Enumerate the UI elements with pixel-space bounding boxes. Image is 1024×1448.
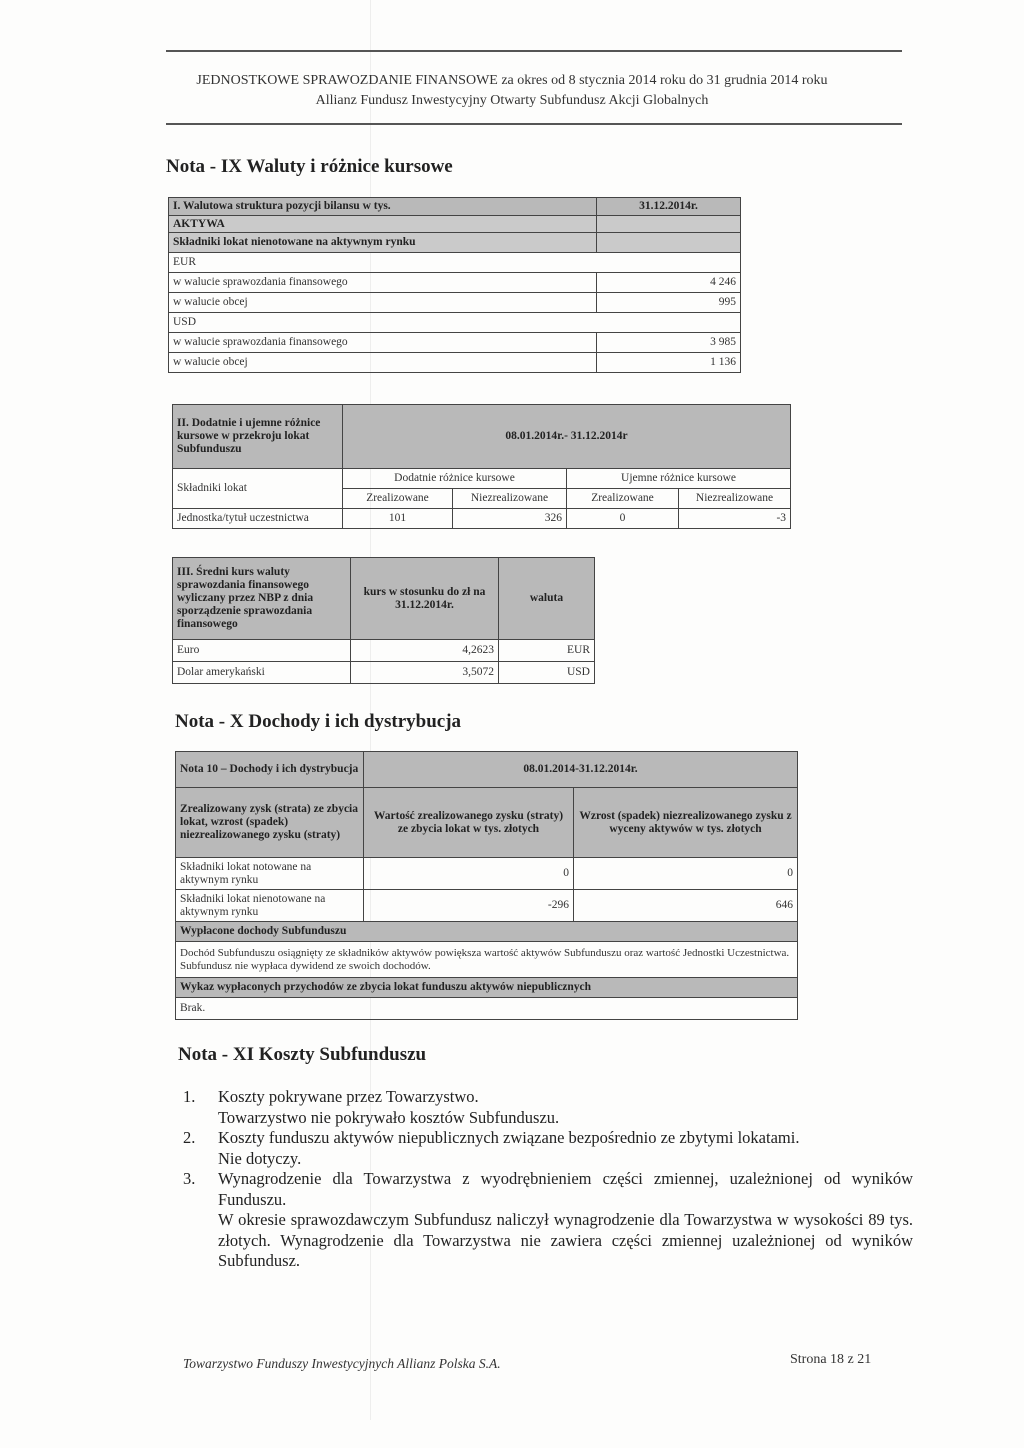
t2-header: II. Dodatnie i ujemne różnice kursowe w przekroju lokat Subfunduszu xyxy=(173,405,343,469)
income-distribution-table xyxy=(175,751,798,1020)
t4-wyplacone-text: Dochód Subfunduszu osiągnięty ze składników aktywów powiększa wartość aktywów Subfunduszu oraz wartość Jednostki Uczestnictwa. Subfundusz nie wypłaca dywidend ze swoich dochodów. xyxy=(176,942,798,978)
list-item-heading: Koszty pokrywane przez Towarzystwo. xyxy=(218,1087,479,1106)
t2-zreal-2: Zrealizowane xyxy=(567,489,679,509)
list-item xyxy=(183,1128,913,1169)
t2-value: 101 xyxy=(343,509,453,529)
list-item-text: Nie dotyczy. xyxy=(218,1148,302,1168)
table-row-value: 3 985 xyxy=(597,333,741,353)
t2-value: 0 xyxy=(567,509,679,529)
header-subtitle: Allianz Fundusz Inwestycyjny Otwarty Subfundusz Akcji Globalnych xyxy=(315,93,709,108)
list-item xyxy=(183,1087,913,1128)
t4-row-v2: 646 xyxy=(574,890,798,922)
t1-sklad-value xyxy=(597,233,741,253)
nota-10-title: Nota - X Dochody i ich dystrybucja xyxy=(175,711,462,732)
t1-usd-label: USD xyxy=(169,313,741,333)
t3-kurs: kurs w stosunku do zł na 31.12.2014r. xyxy=(351,558,499,640)
t2-ujemne: Ujemne różnice kursowe xyxy=(567,469,791,489)
t4-col2: Wzrost (spadek) niezrealizowanego zysku z wyceny aktywów w tys. złotych xyxy=(574,788,798,858)
table-row-value: 995 xyxy=(597,293,741,313)
t3-row-currency: EUR xyxy=(499,640,595,662)
average-rate-table xyxy=(172,557,595,684)
t2-row-label: Jednostka/tytuł uczestnictwa xyxy=(173,509,343,529)
t1-aktywa-value xyxy=(597,216,741,233)
t3-row-rate: 3,5072 xyxy=(351,662,499,684)
t2-niezreal-2: Niezrealizowane xyxy=(679,489,791,509)
t1-header: I. Walutowa struktura pozycji bilansu w tys. xyxy=(169,198,597,216)
t2-zreal-1: Zrealizowane xyxy=(343,489,453,509)
t4-row-label: Składniki lokat notowane na aktywnym rynku xyxy=(176,858,364,890)
table-row-value: 1 136 xyxy=(597,353,741,373)
t4-header: Nota 10 – Dochody i ich dystrybucja xyxy=(176,752,364,788)
t2-value: 326 xyxy=(453,509,567,529)
t3-waluta: waluta xyxy=(499,558,595,640)
list-item-number: 1. xyxy=(183,1087,196,1106)
nota-9-title: Nota - IX Waluty i różnice kursowe xyxy=(166,156,453,177)
list-item-heading: Koszty funduszu aktywów niepublicznych związane bezpośrednio ze zbytymi lokatami. xyxy=(218,1128,800,1147)
t4-row-v2: 0 xyxy=(574,858,798,890)
exchange-differences-table xyxy=(172,404,791,529)
t1-eur-label: EUR xyxy=(169,253,741,273)
t4-brak: Brak. xyxy=(176,998,798,1020)
t4-col1: Wartość zrealizowanego zysku (straty) ze zbycia lokat w tys. złotych xyxy=(364,788,574,858)
t3-row-currency: USD xyxy=(499,662,595,684)
header-title: JEDNOSTKOWE SPRAWOZDANIE FINANSOWE za okres od 8 stycznia 2014 roku do 31 grudnia 2014 roku xyxy=(196,73,828,88)
t3-header: III. Średni kurs waluty sprawozdania finansowego wyliczany przez NBP z dnia sporządzenie sprawozdania finansowego xyxy=(173,558,351,640)
table-row-label: w walucie obcej xyxy=(169,293,597,313)
currency-structure-table xyxy=(168,197,741,373)
t1-date: 31.12.2014r. xyxy=(597,198,741,216)
table-row-value: 4 246 xyxy=(597,273,741,293)
t2-period: 08.01.2014r.- 31.12.2014r xyxy=(343,405,791,469)
t1-sklad: Składniki lokat nienotowane na aktywnym rynku xyxy=(169,233,597,253)
header-bottom-rule xyxy=(166,123,902,125)
list-item-heading: Wynagrodzenie dla Towarzystwa z wyodrębnieniem części zmiennej, uzależnionej od wyników Funduszu. xyxy=(218,1169,913,1209)
t3-row-rate: 4,2623 xyxy=(351,640,499,662)
page-number: Strona 18 z 21 xyxy=(790,1352,872,1367)
t4-wyplacone: Wypłacone dochody Subfunduszu xyxy=(176,922,798,942)
list-item-text: Towarzystwo nie pokrywało kosztów Subfunduszu. xyxy=(218,1107,560,1127)
t2-value: -3 xyxy=(679,509,791,529)
t3-row-name: Euro xyxy=(173,640,351,662)
t4-wykaz: Wykaz wypłaconych przychodów ze zbycia lokat funduszu aktywów niepublicznych xyxy=(176,978,798,998)
t3-row-name: Dolar amerykański xyxy=(173,662,351,684)
t4-row-v1: -296 xyxy=(364,890,574,922)
t4-row-label: Składniki lokat nienotowane na aktywnym rynku xyxy=(176,890,364,922)
t2-sklad: Składniki lokat xyxy=(173,469,343,509)
header-top-rule xyxy=(166,50,902,52)
footer-company: Towarzystwo Funduszy Inwestycyjnych Allianz Polska S.A. xyxy=(183,1356,501,1371)
t4-period: 08.01.2014-31.12.2014r. xyxy=(364,752,798,788)
list-item xyxy=(183,1169,913,1272)
list-item-number: 3. xyxy=(183,1169,196,1188)
costs-list xyxy=(183,1087,913,1272)
t1-aktywa: AKTYWA xyxy=(169,216,597,233)
table-row-label: w walucie sprawozdania finansowego xyxy=(169,273,597,293)
list-item-text: W okresie sprawozdawczym Subfundusz naliczył wynagrodzenie dla Towarzystwa w wysokości 89 tys. złotych. Wynagrodzenie dla Towarzystwa nie zawiera części zmiennej uzależnionej od wyników Subfundusz. xyxy=(218,1210,913,1270)
table-row-label: w walucie sprawozdania finansowego xyxy=(169,333,597,353)
t2-dodatnie: Dodatnie różnice kursowe xyxy=(343,469,567,489)
t2-niezreal-1: Niezrealizowane xyxy=(453,489,567,509)
t4-row-v1: 0 xyxy=(364,858,574,890)
nota-11-title: Nota - XI Koszty Subfunduszu xyxy=(178,1044,427,1065)
list-item-number: 2. xyxy=(183,1128,196,1147)
table-row-label: w walucie obcej xyxy=(169,353,597,373)
t4-sub: Zrealizowany zysk (strata) ze zbycia lokat, wzrost (spadek) niezrealizowanego zysku (straty) xyxy=(176,788,364,858)
